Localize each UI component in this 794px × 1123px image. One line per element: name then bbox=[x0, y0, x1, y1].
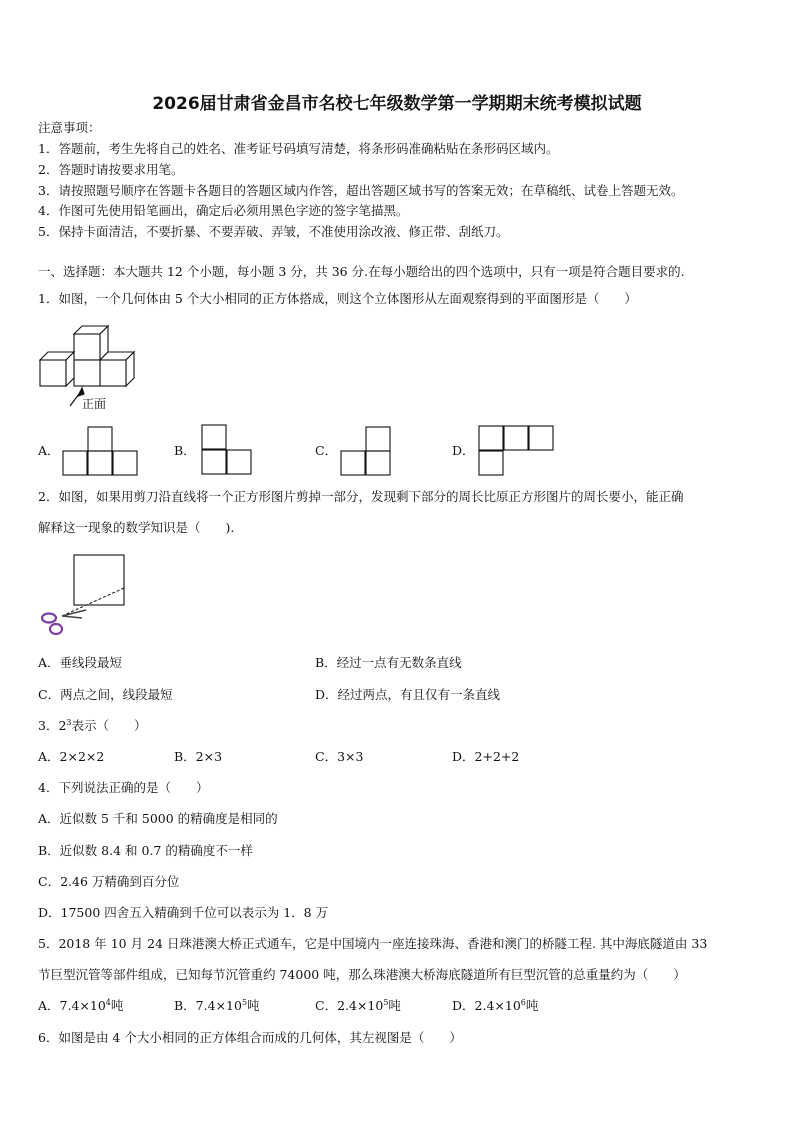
q1-option-c-label: C． bbox=[315, 443, 338, 458]
q5-option-d: D．$2.4\times 10^6$吨 bbox=[452, 997, 539, 1013]
q3-stem-exponent: 3 bbox=[66, 717, 72, 727]
q3-option-a: A．2×2×2 bbox=[38, 749, 105, 764]
question-2-stem-cont: 解释这一现象的数学知识是（ ). bbox=[38, 520, 235, 535]
q5-option-b: B．$7.4\times 10^5$吨 bbox=[174, 997, 260, 1013]
q4-option-b: B．近似数 8.4 和 0.7 的精确度不一样 bbox=[38, 843, 253, 858]
q3-stem-rest: 表示（ ） bbox=[71, 718, 147, 733]
front-label: 正面 bbox=[82, 397, 107, 411]
q3-option-d: D．2+2+2 bbox=[452, 749, 520, 764]
question-6-stem: 6．如图是由 4 个大小相同的正方体组合而成的几何体，其左视图是（ ） bbox=[38, 1030, 462, 1045]
q1-option-b-figure bbox=[201, 424, 253, 478]
q4-option-a: A．近似数 5 千和 5000 的精确度是相同的 bbox=[38, 811, 278, 826]
q1-option-c-figure bbox=[340, 426, 392, 478]
q2-scissors-figure bbox=[38, 552, 130, 640]
q1-option-b-label: B． bbox=[174, 443, 196, 458]
q2-option-d: D．经过两点，有且仅有一条直线 bbox=[315, 687, 501, 702]
scissors-icon bbox=[42, 610, 86, 634]
notice-item: 4．作图可先使用铅笔画出，确定后必须用黑色字迹的签字笔描黑。 bbox=[38, 203, 409, 218]
q3-option-b: B．2×3 bbox=[174, 749, 223, 764]
notice-item: 5．保持卡面清洁，不要折暴、不要弄破、弄皱，不准使用涂改液、修正带、刮纸刀。 bbox=[38, 224, 509, 239]
notice-item: 2．答题时请按要求用笔。 bbox=[38, 162, 184, 177]
question-1-stem: 1．如图，一个几何体由 5 个大小相同的正方体搭成，则这个立体图形从左面观察得到的平面图形是（ ） bbox=[38, 291, 637, 306]
question-5-stem: 5．2018 年 10 月 24 日珠港澳大桥正式通车，它是中国境内一座连接珠海、香港和澳门的桥隧工程. 其中海底隧道由 33 bbox=[38, 936, 708, 951]
notice-item: 1．答题前，考生先将自己的姓名、准考证号码填写清楚，将条形码准确粘贴在条形码区域内。 bbox=[38, 141, 559, 156]
notice-item: 3．请按照题号顺序在答题卡各题目的答题区域内作答，超出答题区域书写的答案无效；在草稿纸、试卷上答题无效。 bbox=[38, 183, 684, 198]
q1-option-a-label: A． bbox=[38, 443, 60, 458]
q4-option-c: C．2.46 万精确到百分位 bbox=[38, 874, 180, 889]
q3-stem-base: 3．2 bbox=[38, 718, 67, 733]
q2-option-b: B．经过一点有无数条直线 bbox=[315, 655, 462, 670]
q5-option-c: C．$2.4\times 10^5$吨 bbox=[315, 997, 401, 1013]
question-3-stem bbox=[38, 718, 147, 734]
question-2-stem: 2．如图，如果用剪刀沿直线将一个正方形图片剪掉一部分，发现剩下部分的周长比原正方形图片的周长要小，能正确 bbox=[38, 489, 684, 504]
q5-option-a: A．$7.4\times 10^4$吨 bbox=[38, 997, 124, 1013]
section-heading: 一、选择题：本大题共 12 个小题，每小题 3 分，共 36 分.在每小题给出的四个选项中，只有一项是符合题目要求的. bbox=[38, 264, 685, 279]
question-5-stem-cont: 节巨型沉管等部件组成，已知每节沉管重约 74000 吨，那么珠港澳大桥海底隧道所有巨型沉管的总重量约为（ ） bbox=[38, 967, 686, 982]
q2-option-c: C．两点之间，线段最短 bbox=[38, 687, 173, 702]
notice-heading: 注意事项： bbox=[38, 120, 101, 135]
q1-option-d-figure bbox=[478, 425, 554, 477]
q4-option-d: D．17500 四舍五入精确到千位可以表示为 1．8 万 bbox=[38, 905, 329, 920]
page-title: 2026届甘肃省金昌市名校七年级数学第一学期期末统考模拟试题 bbox=[152, 94, 642, 114]
q1-option-a-figure bbox=[62, 426, 138, 478]
square-picture bbox=[74, 555, 124, 605]
q2-option-a: A．垂线段最短 bbox=[38, 655, 123, 670]
question-4-stem: 4．下列说法正确的是（ ） bbox=[38, 780, 209, 795]
q1-option-d-label: D． bbox=[452, 443, 475, 458]
q3-option-c: C．3×3 bbox=[315, 749, 364, 764]
